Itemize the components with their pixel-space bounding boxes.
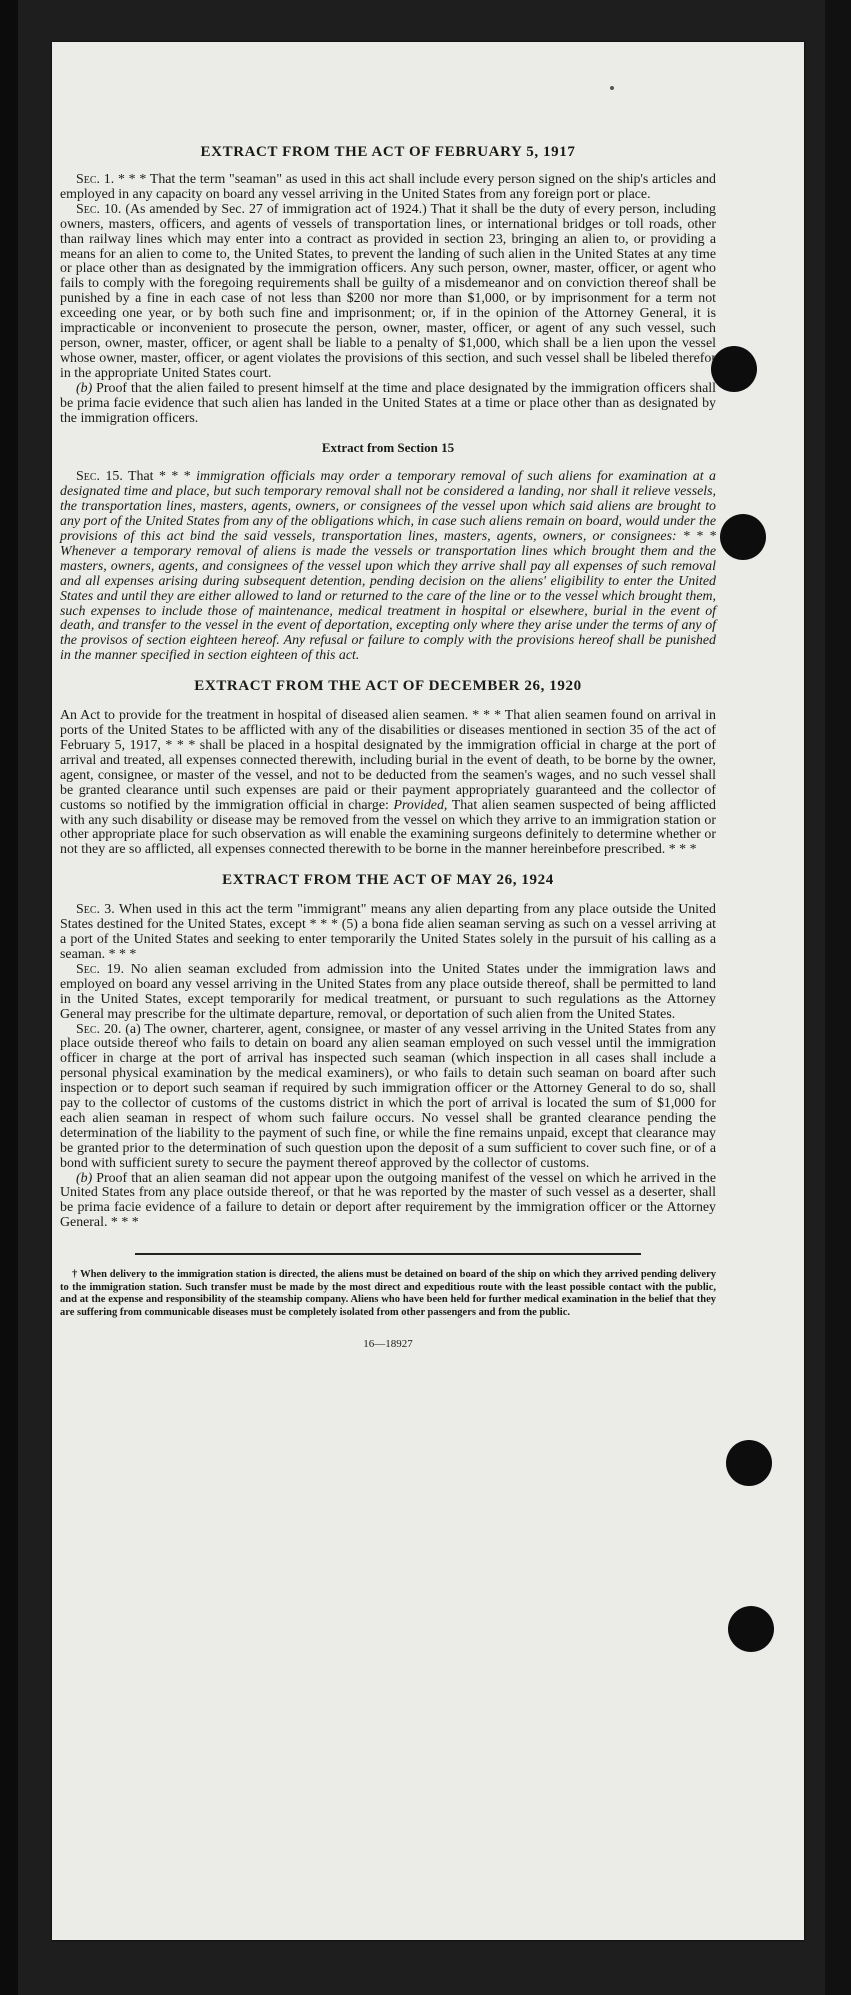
heading-section-15: Extract from Section 15 <box>321 440 455 456</box>
section-20b-text: Proof that an alien seaman did not appear upon the outgoing manifest of the vessel on which he arrived in the United States from any place outside thereof, or that he was reported by the master of such vessel as a deserter, shall be prima facie evidence of a failure to detain or deport after requirement by the immigration officer or the Attorney General. * * * <box>60 1170 716 1231</box>
punch-hole <box>720 514 766 560</box>
section-20b-paragraph <box>60 1172 716 1232</box>
footnote: † When delivery to the immigration station is directed, the aliens must be detained on board of the ship on which they arrived pending delivery to the immigration station. Such transfer must be made by the most direct and expeditious route with the least possible contact with the public, and at the expense and responsibility of the steamship company. Aliens who have been held for further medical examination in the belief that they are suffering from communicable diseases must be completely isolated from other passengers and from the public. <box>60 1269 716 1318</box>
section-20b-label: (b) <box>76 1170 93 1186</box>
section-20-label: Sec. 20. <box>76 1021 122 1037</box>
heading-act-1920: EXTRACT FROM THE ACT OF DECEMBER 26, 1920 <box>194 678 582 695</box>
footnote-divider <box>135 1253 641 1255</box>
section-10-label: Sec. 10. <box>76 201 122 217</box>
section-10b-paragraph <box>60 382 716 427</box>
section-1-label: Sec. 1. <box>76 172 115 187</box>
heading-act-1917: EXTRACT FROM THE ACT OF FEBRUARY 5, 1917 <box>200 144 576 160</box>
section-15-paragraph <box>60 470 716 664</box>
section-3-text: When used in this act the term "immigrant" means any alien departing from any place outside the United States destined for the United States, except * * * (5) a bona fide alien seaman serving as such on a vessel arriving at a port of the United States and seeking to enter temporarily the United States solely in the pursuit of his calling as a seaman. * * * <box>60 902 716 962</box>
section-15-label: Sec. 15. <box>76 469 123 485</box>
section-20-text: (a) The owner, charterer, agent, consignee, or master of any vessel arriving in the United States from any place outside thereof who fails to detain on board any alien seaman employed on such vessel until the immigration officer in charge at the port of arrival has inspected such seaman (which inspection in all cases shall include a personal physical examination by the medical examiners), or who fails to detain such seaman on board after such inspection or to deport such seaman if required by such immigration officer or the Attorney General to do so, shall pay to the collector of customs of the customs district in which the port of arrival is located the sum of $1,000 for each alien seaman in respect of whom such failure occurs. No vessel shall be granted clearance pending the determination of the liability to the payment of such fine, or while the fine remains unpaid, except that clearance may be granted prior to the determination of such question upon the deposit of a sum sufficient to cover such fine, or of a bond with sufficient surety to secure the payment thereof approved by the collector of customs. <box>60 1021 716 1171</box>
act-1920-paragraph <box>60 709 716 858</box>
section-19-text: No alien seaman excluded from admission into the United States under the immigration laws and employed on board any vessel arriving in the United States from any place outside thereof, shall be permitted to land in the United States, except temporarily for medical treatment, or pursuant to such regulations as the Attorney General may prescribe for the ultimate departure, removal, or deportation of such alien from the United States. <box>60 961 716 1022</box>
scan-border-right <box>825 0 851 1995</box>
section-3-paragraph <box>60 903 716 963</box>
section-19-paragraph <box>60 963 716 1023</box>
section-20-paragraph <box>60 1023 716 1172</box>
punch-hole <box>711 346 757 392</box>
heading-act-1924: EXTRACT FROM THE ACT OF MAY 26, 1924 <box>222 872 554 889</box>
section-10b-label: (b) <box>76 380 93 396</box>
act-1920-provided: Provided, <box>393 797 448 813</box>
act-1920-text: An Act to provide for the treatment in hospital of diseased alien seamen. * * * That alien seamen found on arrival in ports of the United States to be afflicted with any of the disabilities or diseases mentioned in section 35 of the act of February 5, 1917, * * * shall be placed in a hospital designated by the immigration official in charge at the port of arrival and treated, all expenses connected therewith, including burial in the event of death, to be borne by the owner, agent, consignee, or master of the vessel, and not to be deducted from the seamen's wages, and no such vessel shall be granted clearance until such expenses are paid or their payment appropriately guaranteed and the collector of customs so notified by the immigration official in charge: <box>60 708 716 813</box>
punch-hole <box>728 1606 774 1652</box>
section-10-paragraph <box>60 203 716 382</box>
section-10-text: (As amended by Sec. 27 of immigration act of 1924.) That it shall be the duty of every person, including owners, masters, officers, and agents of vessels of transportation lines, or international bridges or toll roads, other than railway lines which may enter into a contract as provided in section 23, bringing an alien to, or providing a means for an alien to come to, the United States, to prevent the landing of such alien in the United States at any time or place other than as designated by the immigration officers. Any such person, owner, master, officer, or agent who fails to comply with the foregoing requirements shall be guilty of a misdemeanor and on conviction thereof shall be punished by a fine in each case of not less than $200 nor more than $1,000, or by imprisonment for a term not exceeding one year, or by both such fine and imprisonment; or, if in the opinion of the Attorney General, it is impracticable or inconvenient to prosecute the person, owner, master, officer, or agent of any such vessel, such person, owner, master, officer, or agent shall be liable to a penalty of $1,000, which shall be a lien upon the vessel whose owner, master, officer, or agent violates the provisions of this section, and such vessel shall be libeled therefor in the appropriate United States court. <box>60 201 716 381</box>
section-1-text: * * * That the term "seaman" as used in this act shall include every person signed on the ship's articles and employed in any capacity on board any vessel arriving in the United States from any foreign port or place. <box>60 172 716 202</box>
document-body <box>60 144 716 1350</box>
paper-speck <box>610 86 614 90</box>
section-10b-text: Proof that the alien failed to present himself at the time and place designated by the immigration officers shall be prima facie evidence that such alien has landed in the United States at a time or place other than as designated by the immigration officers. <box>60 380 716 426</box>
section-1-paragraph <box>60 173 716 203</box>
section-15-text: immigration officials may order a temporary removal of such aliens for examination at a designated time and place, but such temporary removal shall not be considered a landing, nor shall it relieve vessels, the transportation lines, masters, agents, owners, or consignees of the vessel upon which said aliens are brought to any port of the United States from any of the obligations which, in case such aliens remain on board, would under the provisions of this act bind the said vessels, transportation lines, masters, agents, owners, or consignees: * * * Whenever a temporary removal of aliens is made the vessels or transportation lines which brought them and the masters, owners, agents, and consignees of the vessel upon which they arrive shall pay all expenses of such removal and all expenses arising during subsequent detention, pending decision on the aliens' eligibility to enter the United States and until they are either allowed to land or returned to the care of the line or to the vessel which brought them, such expenses to include those of maintenance, medical treatment in hospital or elsewhere, burial in the event of death, and transfer to the vessel in the event of deportation, excepting only where they arise under the terms of any of the provisos of section eighteen hereof. Any refusal or failure to comply with the provisions hereof shall be punished in the manner specified in section eighteen of this act. <box>60 469 717 664</box>
section-15-lead: That * * * <box>122 469 197 485</box>
act-1920-text-continued: That alien seamen suspected of being afflicted with any such disability or disease may be removed from the vessel on which they arrive to an immigration station or other appropriate place for such observation as will enable the examining surgeons definitely to determine whether or not they are so afflicted, all expenses connected therewith to be borne in the manner hereinbefore prescribed. * * * <box>60 797 716 858</box>
section-3-label: Sec. 3. <box>76 902 115 918</box>
scan-border-left <box>0 0 18 1995</box>
punch-hole <box>726 1440 772 1486</box>
form-number: 16—18927 <box>363 1337 413 1350</box>
section-19-label: Sec. 19. <box>76 961 125 977</box>
